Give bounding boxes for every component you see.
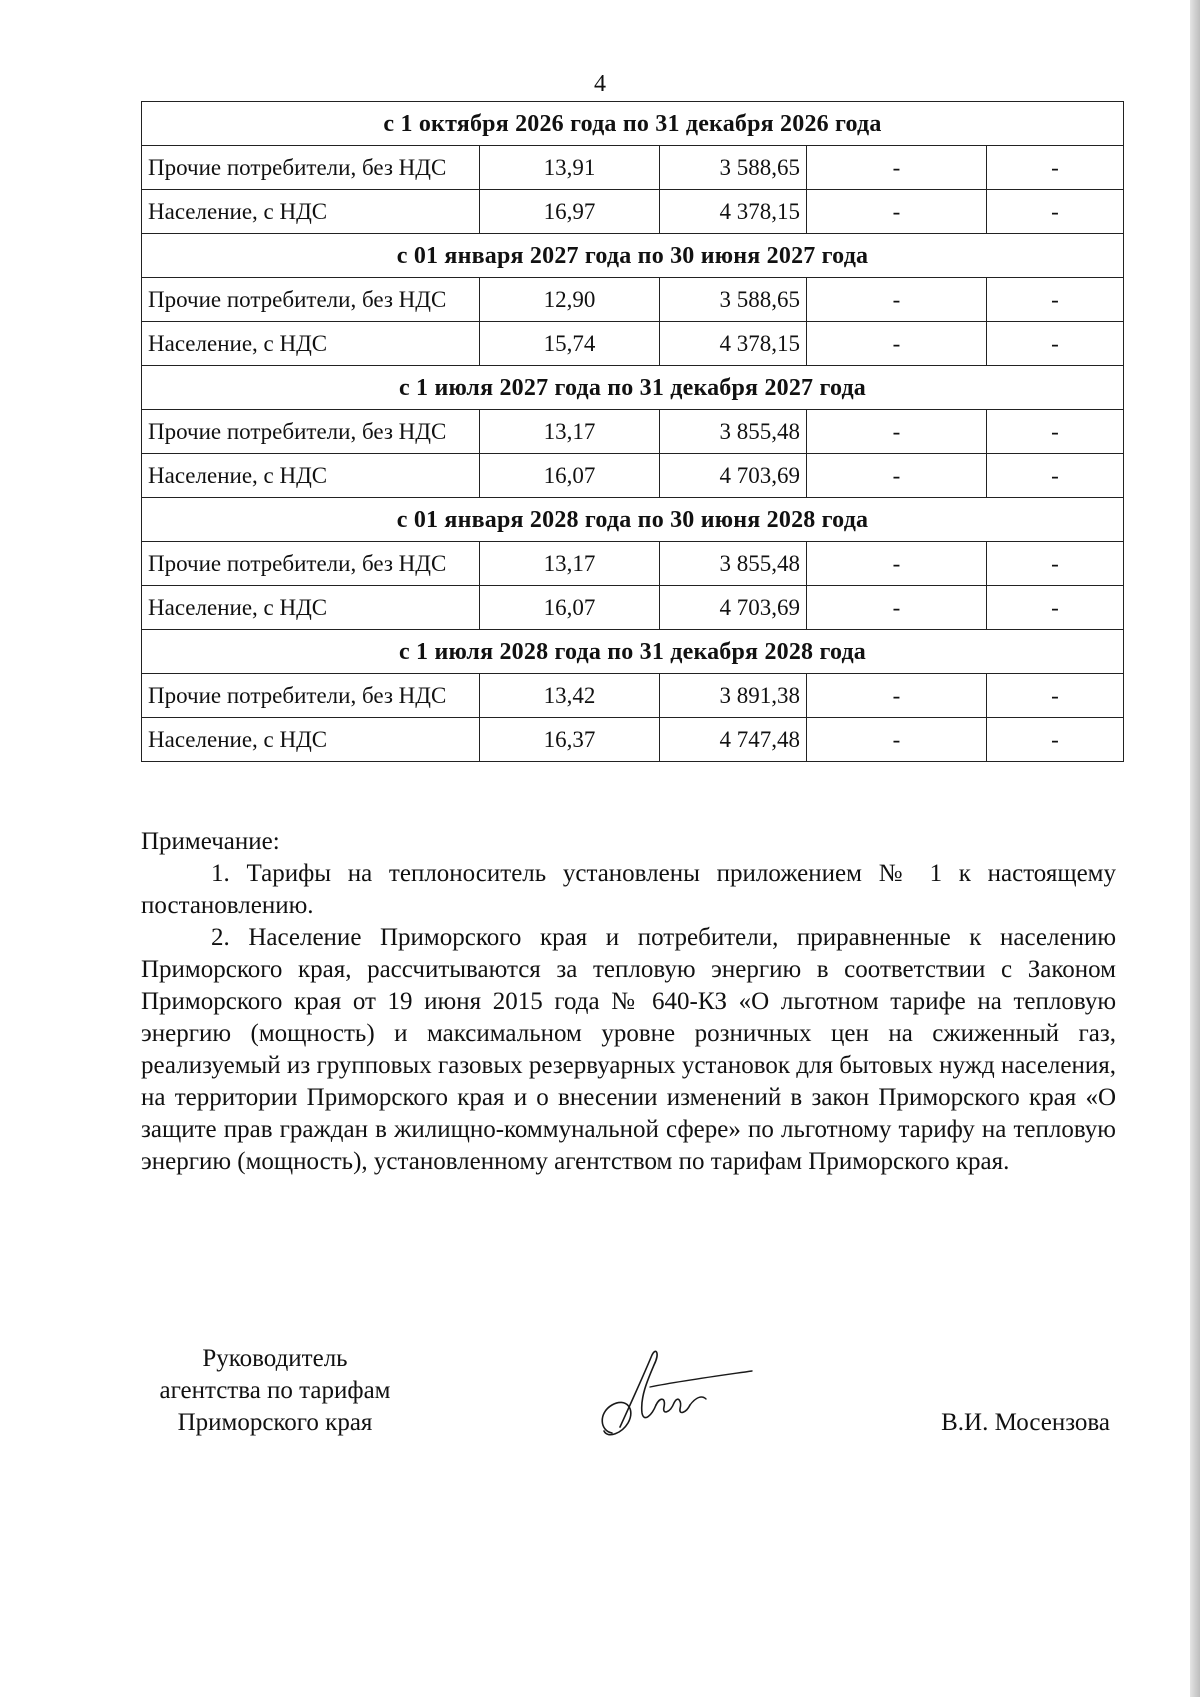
price-cell: 4 703,69 <box>660 454 807 498</box>
page-number: 4 <box>594 71 606 97</box>
period-header-row <box>142 234 1124 278</box>
consumer-label: Население, с НДС <box>142 718 480 762</box>
consumer-label: Прочие потребители, без НДС <box>142 542 480 586</box>
consumer-label: Население, с НДС <box>142 586 480 630</box>
period-header-row <box>142 630 1124 674</box>
signer-name: В.И. Мосензова <box>941 1409 1110 1436</box>
price-cell: 3 588,65 <box>660 278 807 322</box>
table-row <box>142 454 1124 498</box>
consumer-label: Население, с НДС <box>142 190 480 234</box>
empty-value-cell: - <box>807 586 987 630</box>
period-header-row <box>142 102 1124 146</box>
empty-value-cell: - <box>987 718 1124 762</box>
price-cell: 4 378,15 <box>660 190 807 234</box>
table-row <box>142 278 1124 322</box>
empty-value-cell: - <box>807 542 987 586</box>
consumer-label: Прочие потребители, без НДС <box>142 410 480 454</box>
price-cell: 4 747,48 <box>660 718 807 762</box>
table-row <box>142 190 1124 234</box>
consumer-label: Прочие потребители, без НДС <box>142 146 480 190</box>
price-cell: 3 891,38 <box>660 674 807 718</box>
table-row <box>142 674 1124 718</box>
signer-title-line: Руководитель <box>202 1345 348 1372</box>
notes-heading: Примечание: <box>141 828 280 855</box>
tariff-table <box>141 101 1124 762</box>
empty-value-cell: - <box>807 410 987 454</box>
note-item-1: 1. Тарифы на теплоноситель установлены приложением № 1 к настоящему постановлению. <box>141 860 1116 919</box>
consumer-label: Прочие потребители, без НДС <box>142 278 480 322</box>
rate-cell: 13,91 <box>480 146 660 190</box>
empty-value-cell: - <box>987 586 1124 630</box>
consumer-label: Население, с НДС <box>142 454 480 498</box>
signer-title-line: агентства по тарифам <box>159 1377 391 1404</box>
rate-cell: 16,07 <box>480 454 660 498</box>
period-title: с 1 октября 2026 года по 31 декабря 2026 года <box>142 102 1124 146</box>
empty-value-cell: - <box>987 146 1124 190</box>
empty-value-cell: - <box>987 190 1124 234</box>
period-title: с 01 января 2028 года по 30 июня 2028 года <box>142 498 1124 542</box>
empty-value-cell: - <box>987 322 1124 366</box>
price-cell: 3 855,48 <box>660 410 807 454</box>
period-title: с 01 января 2027 года по 30 июня 2027 года <box>142 234 1124 278</box>
note-item-2: 2. Население Приморского края и потребители, приравненные к населению Приморского края, рассчитываются за тепловую энергию в соответствии с Законом Приморского края от 19 июня 2015 года № 640-КЗ «О льготном тарифе на тепловую энергию (мощность) и максимальном уровне розничных цен на сжиженный газ, реализуемый из групповых газовых резервуарных установок для бытовых нужд населения, на территории Приморского края и о внесении изменений в закон Приморского края «О защите прав граждан в жилищно-коммунальной сфере» по льготному тарифу на тепловую энергию (мощность), установленному агентством по тарифам Приморского края. <box>141 924 1116 1175</box>
empty-value-cell: - <box>987 410 1124 454</box>
period-header-row <box>142 498 1124 542</box>
empty-value-cell: - <box>807 146 987 190</box>
rate-cell: 13,17 <box>480 542 660 586</box>
price-cell: 4 378,15 <box>660 322 807 366</box>
price-cell: 3 855,48 <box>660 542 807 586</box>
table-row <box>142 146 1124 190</box>
price-cell: 4 703,69 <box>660 586 807 630</box>
rate-cell: 13,42 <box>480 674 660 718</box>
empty-value-cell: - <box>807 718 987 762</box>
consumer-label: Прочие потребители, без НДС <box>142 674 480 718</box>
empty-value-cell: - <box>807 278 987 322</box>
signature-block <box>0 1343 1200 1463</box>
period-title: с 1 июля 2028 года по 31 декабря 2028 года <box>142 630 1124 674</box>
rate-cell: 15,74 <box>480 322 660 366</box>
rate-cell: 13,17 <box>480 410 660 454</box>
rate-cell: 16,97 <box>480 190 660 234</box>
consumer-label: Население, с НДС <box>142 322 480 366</box>
empty-value-cell: - <box>987 454 1124 498</box>
empty-value-cell: - <box>807 454 987 498</box>
rate-cell: 16,07 <box>480 586 660 630</box>
table-row <box>142 322 1124 366</box>
table-row <box>142 542 1124 586</box>
period-title: с 1 июля 2027 года по 31 декабря 2027 года <box>142 366 1124 410</box>
table-row <box>142 410 1124 454</box>
rate-cell: 12,90 <box>480 278 660 322</box>
notes-section <box>141 826 1116 1178</box>
signer-title <box>140 1343 410 1439</box>
rate-cell: 16,37 <box>480 718 660 762</box>
empty-value-cell: - <box>987 542 1124 586</box>
empty-value-cell: - <box>987 278 1124 322</box>
empty-value-cell: - <box>807 674 987 718</box>
table-row <box>142 586 1124 630</box>
empty-value-cell: - <box>807 190 987 234</box>
handwritten-signature <box>590 1335 760 1455</box>
empty-value-cell: - <box>807 322 987 366</box>
price-cell: 3 588,65 <box>660 146 807 190</box>
empty-value-cell: - <box>987 674 1124 718</box>
period-header-row <box>142 366 1124 410</box>
signer-title-line: Приморского края <box>177 1409 373 1436</box>
table-row <box>142 718 1124 762</box>
